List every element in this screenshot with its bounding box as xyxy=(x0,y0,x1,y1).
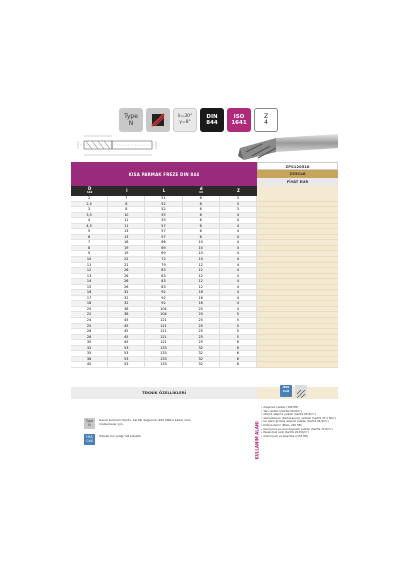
usage-item: • Paslanmaz çelik (Sertlik 26,8 N/m²) xyxy=(261,431,341,435)
table-cell: 10 xyxy=(108,213,145,219)
table-cell: 4 xyxy=(220,257,257,263)
flute-value: 4 xyxy=(264,119,268,126)
table-cell: 7 xyxy=(108,196,145,202)
table-cell: 20 xyxy=(71,307,108,313)
column-header xyxy=(108,186,145,196)
iso-label: ISO xyxy=(233,114,245,120)
table-cell: 38 xyxy=(108,307,145,313)
table-cell: 57 xyxy=(145,224,182,230)
table-cell: 19 xyxy=(108,246,145,252)
table-cell: 121 xyxy=(145,335,182,341)
table-cell: 26 xyxy=(108,274,145,280)
table-cell: 6 xyxy=(71,235,108,241)
table-cell: 6 xyxy=(220,340,257,346)
table-cell: 45 xyxy=(108,324,145,330)
flute-label: Z xyxy=(263,113,269,120)
table-cell: 79 xyxy=(145,263,182,269)
table-cell: 4 xyxy=(220,301,257,307)
table-cell: 53 xyxy=(108,362,145,368)
table-cell: 5 xyxy=(71,229,108,235)
table-cell: 20 xyxy=(183,307,220,313)
table-cell: 4 xyxy=(220,279,257,285)
table-cell: 104 xyxy=(145,312,182,318)
table-cell: 8 xyxy=(71,246,108,252)
table-cell: 51 xyxy=(145,196,182,202)
table-cell: 10 xyxy=(71,257,108,263)
table-cell: 16 xyxy=(71,290,108,296)
usage-item: • Sementasyon (Karbürasyon) çelikleri (Sertlik 47,1 N/m²) xyxy=(261,417,341,421)
table-cell: 32 xyxy=(183,351,220,357)
hss-small-icon xyxy=(84,434,95,445)
legend-text: Yüksek hız çeliği %8 kobaltlı xyxy=(99,434,141,438)
column-sub: h6 xyxy=(199,191,204,194)
table-cell: 53 xyxy=(108,351,145,357)
table-cell: 28 xyxy=(71,335,108,341)
type-n-small-icon xyxy=(84,418,95,429)
table-cell: 4 xyxy=(220,218,257,224)
table-cell: 32 xyxy=(183,346,220,352)
table-cell: 10 xyxy=(183,240,220,246)
table-cell: 10 xyxy=(183,257,220,263)
table-cell: 3 xyxy=(71,207,108,213)
table-cell: 5 xyxy=(220,329,257,335)
table-cell: 6 xyxy=(183,196,220,202)
table-cell: 83 xyxy=(145,274,182,280)
table-cell: 6 xyxy=(220,362,257,368)
table-cell: 5 xyxy=(220,324,257,330)
table-cell: 55 xyxy=(145,213,182,219)
column-label: D xyxy=(87,186,92,191)
usage-item: • Dökme demir (Maks. 240 HB) xyxy=(261,424,341,428)
type-label: Type xyxy=(85,419,94,423)
table-cell: 32 xyxy=(183,362,220,368)
table-cell: 25 xyxy=(183,335,220,341)
legend-type-n xyxy=(84,418,204,429)
table-cell: 4 xyxy=(220,246,257,252)
table-cell: 16 xyxy=(183,301,220,307)
table-cell: 69 xyxy=(145,251,182,257)
spec-icons xyxy=(119,108,278,132)
table-cell: 12 xyxy=(183,274,220,280)
table-cell: 6 xyxy=(183,224,220,230)
table-cell: 9 xyxy=(71,251,108,257)
usage-item: • Korozyona ve ısıya dayanıklı çelikler (Sertlik 70 N/m²) xyxy=(261,428,341,432)
table-cell: 6 xyxy=(183,213,220,219)
table-cell: 52 xyxy=(145,202,182,208)
table-cell: 18 xyxy=(71,301,108,307)
table-cell: 32 xyxy=(108,296,145,302)
table-cell: 4 xyxy=(220,285,257,291)
table-cell: 4 xyxy=(220,251,257,257)
table-cell: 12 xyxy=(183,285,220,291)
table-cell: 8 xyxy=(108,202,145,208)
din-value: 844 xyxy=(206,120,218,126)
table-cell: 3 xyxy=(220,202,257,208)
din-label: DIN xyxy=(206,114,218,120)
table-cell: 4 xyxy=(220,235,257,241)
table-cell: 4 xyxy=(71,218,108,224)
table-cell: 25 xyxy=(183,340,220,346)
table-cell: 20 xyxy=(183,312,220,318)
din-badge xyxy=(200,108,224,132)
table-cell: 133 xyxy=(145,357,182,363)
table-cell: 83 xyxy=(145,279,182,285)
column-header xyxy=(71,186,108,196)
table-cell: 26 xyxy=(108,268,145,274)
table-cell: 2 xyxy=(71,196,108,202)
price-cell xyxy=(257,362,338,368)
table-cell: 35 xyxy=(71,351,108,357)
table-cell: 16 xyxy=(183,290,220,296)
table-cell: 133 xyxy=(145,351,182,357)
table-cell: 6 xyxy=(220,351,257,357)
tool-photo xyxy=(232,130,340,164)
table-cell: 4 xyxy=(220,229,257,235)
hss-line2: Co8 xyxy=(282,389,290,393)
table-cell: 3 xyxy=(220,196,257,202)
table-cell: 8 xyxy=(108,207,145,213)
table-cell: 22 xyxy=(108,257,145,263)
hss-badge xyxy=(280,385,292,397)
table-cell: 121 xyxy=(145,340,182,346)
table-cell: 12 xyxy=(71,268,108,274)
technical-specs-heading: TEKNİK ÖZELLİKLERİ xyxy=(71,387,257,399)
table-cell: 121 xyxy=(145,329,182,335)
table-cell: 32 xyxy=(71,346,108,352)
table-cell: 92 xyxy=(145,290,182,296)
table-cell: 55 xyxy=(145,218,182,224)
type-value: N xyxy=(88,422,91,427)
table-cell: 19 xyxy=(108,251,145,257)
table-cell: 4 xyxy=(220,290,257,296)
table-cell: 24 xyxy=(71,318,108,324)
table-cell: 5 xyxy=(220,312,257,318)
table-cell: 26 xyxy=(108,285,145,291)
table-cell: 6 xyxy=(183,218,220,224)
table-cell: 11 xyxy=(108,224,145,230)
table-cell: 4 xyxy=(220,296,257,302)
flute-count-badge xyxy=(254,108,278,132)
table-title: KISA PARMAK FREZE DIN 844 xyxy=(71,162,257,186)
table-cell: 36 xyxy=(71,357,108,363)
usage-item: • Alüminyum ve alaşımları (155 HB) xyxy=(261,435,341,439)
table-cell: 5 xyxy=(220,318,257,324)
coating-icon xyxy=(146,108,170,132)
column-header xyxy=(183,186,220,196)
type-value: N xyxy=(128,120,134,127)
table-cell: 6 xyxy=(183,229,220,235)
table-cell: 52 xyxy=(145,207,182,213)
table-body xyxy=(71,196,338,368)
table-cell: 104 xyxy=(145,307,182,313)
table-row xyxy=(71,362,338,368)
table-cell: 133 xyxy=(145,362,182,368)
table-cell: 69 xyxy=(145,246,182,252)
material-code: Z55Co8 xyxy=(257,170,338,178)
type-label: Type xyxy=(124,113,138,120)
price-header: FİYAT EUR xyxy=(257,178,338,186)
table-cell: 83 xyxy=(145,285,182,291)
hss-line1: HSS xyxy=(86,435,93,439)
table-cell: 121 xyxy=(145,318,182,324)
legend-text: Genel kullanım tipidir. Sertlik değerinin 900 MPa'a kadar olan malzemeler için. xyxy=(99,418,191,426)
table-cell: 12 xyxy=(183,279,220,285)
table-cell: 16 xyxy=(183,296,220,302)
column-header xyxy=(220,186,257,196)
usage-item: • Yapı çelikleri (Sertlik 66 N/m²) xyxy=(261,410,341,414)
table-cell: 12 xyxy=(183,268,220,274)
table-cell: 11 xyxy=(71,263,108,269)
usage-title: KULLANIM ALANI xyxy=(254,421,260,460)
table-cell: 45 xyxy=(108,340,145,346)
usage-item: • Isıl işlem görmüş alaşımlı çelikler (Sertlik 66 N/m²) xyxy=(261,420,341,424)
table-cell: 32 xyxy=(108,290,145,296)
table-cell: 26 xyxy=(71,329,108,335)
column-headers xyxy=(71,186,257,196)
table-cell: 12 xyxy=(183,263,220,269)
table-cell: 4 xyxy=(220,274,257,280)
table-cell: 72 xyxy=(145,257,182,263)
iso-badge xyxy=(227,108,251,132)
table-cell: 6 xyxy=(183,235,220,241)
table-cell: 10 xyxy=(183,251,220,257)
table-cell: 13 xyxy=(108,229,145,235)
usage-list xyxy=(261,406,341,438)
type-n-icon xyxy=(119,108,143,132)
price-column-header xyxy=(257,186,338,196)
table-cell: 3,5 xyxy=(71,213,108,219)
table-cell: 4 xyxy=(220,240,257,246)
table-cell: 121 xyxy=(145,324,182,330)
column-sub: h10 xyxy=(86,191,93,194)
hss-line2: Co8 xyxy=(86,438,93,443)
column-header xyxy=(145,186,182,196)
table-cell: 17 xyxy=(71,296,108,302)
table-cell: 38 xyxy=(108,312,145,318)
iso-value: 1641 xyxy=(231,120,247,126)
table-cell: 5 xyxy=(220,335,257,341)
table-cell: 32 xyxy=(183,357,220,363)
flute-pattern-icon xyxy=(295,385,307,397)
table-cell: 22 xyxy=(71,312,108,318)
usage-item: • Otaçlık alaşımlı çelikler (Sertlik 66 N/m²) xyxy=(261,413,341,417)
table-cell: 66 xyxy=(145,240,182,246)
table-cell: 25 xyxy=(183,324,220,330)
table-cell: 4 xyxy=(220,213,257,219)
table-cell: 133 xyxy=(145,346,182,352)
table-cell: 57 xyxy=(145,235,182,241)
table-cell: 26 xyxy=(108,279,145,285)
table-cell: 11 xyxy=(108,218,145,224)
table-cell: 22 xyxy=(108,263,145,269)
helix-angle-icon xyxy=(173,108,197,132)
table-cell: 25 xyxy=(183,329,220,335)
helix-angle-text: λ=30° xyxy=(177,114,193,119)
column-label: Z xyxy=(236,188,240,193)
tool-drawing xyxy=(72,130,162,160)
table-cell: 53 xyxy=(108,357,145,363)
column-label: L xyxy=(162,188,166,193)
table-cell: 83 xyxy=(145,268,182,274)
column-label: l xyxy=(126,188,128,193)
end-mill-icon xyxy=(149,111,167,129)
column-label: d xyxy=(199,186,203,191)
legend-hss xyxy=(84,434,204,445)
table-cell: 30 xyxy=(71,340,108,346)
table-cell: 40 xyxy=(71,362,108,368)
table-cell: 14 xyxy=(71,279,108,285)
table-cell: 45 xyxy=(108,329,145,335)
table-cell: 4 xyxy=(220,268,257,274)
table-cell: 13 xyxy=(71,274,108,280)
table-cell: 32 xyxy=(108,301,145,307)
table-cell: 6 xyxy=(183,207,220,213)
table-cell: 92 xyxy=(145,301,182,307)
table-cell: 6 xyxy=(220,346,257,352)
table-cell: 10 xyxy=(183,246,220,252)
table-cell: 57 xyxy=(145,229,182,235)
table-cell: 45 xyxy=(108,318,145,324)
table-cell: 3 xyxy=(220,207,257,213)
table-cell: 4 xyxy=(220,263,257,269)
table-cell: 13 xyxy=(108,235,145,241)
table-cell: 45 xyxy=(108,335,145,341)
rake-angle-text: γ=8° xyxy=(179,120,191,125)
table-cell: 6 xyxy=(183,202,220,208)
table-cell: 4 xyxy=(220,307,257,313)
table-cell: 16 xyxy=(108,240,145,246)
table-cell: 15 xyxy=(71,285,108,291)
table-cell: 25 xyxy=(183,318,220,324)
usage-item: • Alaşımsız çelikler (180 HB) xyxy=(261,406,341,410)
hss-line1: HSS xyxy=(282,385,290,389)
table-cell: 2,5 xyxy=(71,202,108,208)
table-cell: 92 xyxy=(145,296,182,302)
table-cell: 53 xyxy=(108,346,145,352)
table-cell: 4,5 xyxy=(71,224,108,230)
table-cell: 6 xyxy=(220,357,257,363)
table-cell: 4 xyxy=(220,224,257,230)
table-cell: 7 xyxy=(71,240,108,246)
table-cell: 25 xyxy=(71,324,108,330)
product-code: ZPS120518 xyxy=(257,162,338,170)
